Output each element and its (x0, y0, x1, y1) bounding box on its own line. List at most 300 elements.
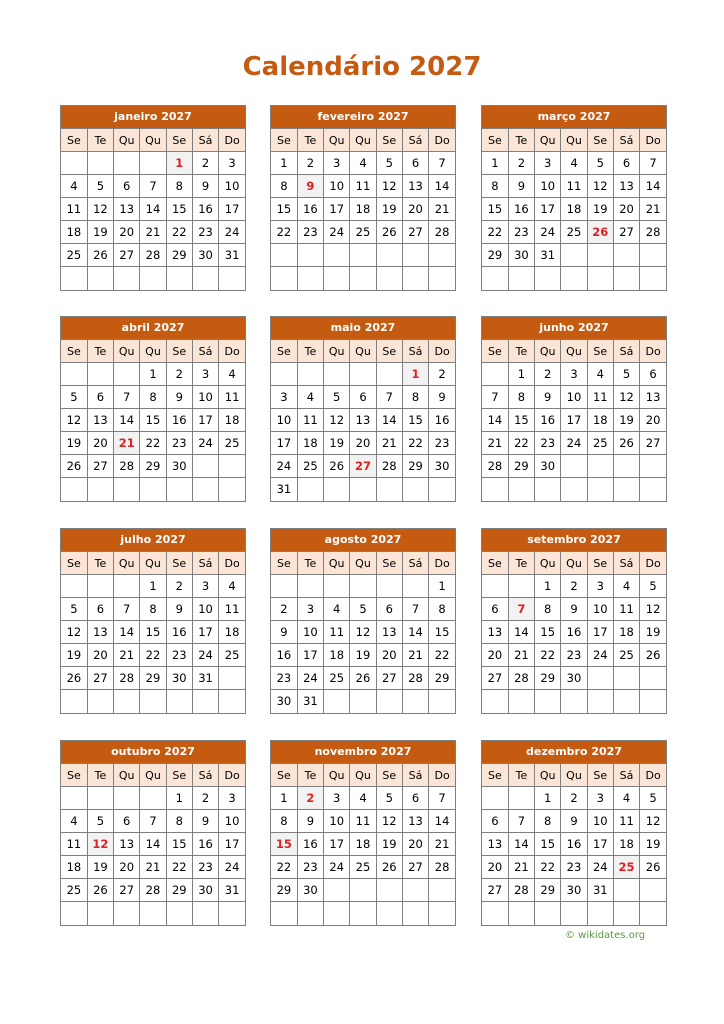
day-cell: 11 (297, 409, 323, 432)
weekday-label: Se (587, 552, 613, 575)
empty-cell (271, 267, 297, 290)
weekday-label: Sá (402, 340, 428, 363)
day-cell: 12 (61, 621, 87, 644)
day-cell: 2 (166, 575, 192, 598)
weekday-label: Qu (114, 340, 140, 363)
empty-cell (429, 879, 455, 902)
empty-cell (114, 575, 140, 598)
month-block (60, 528, 246, 714)
week-row (271, 267, 455, 290)
weekday-label: Do (429, 340, 455, 363)
day-cell: 3 (271, 386, 297, 409)
day-cell: 18 (219, 409, 245, 432)
day-cell: 24 (192, 644, 218, 667)
empty-cell (587, 455, 613, 478)
day-cell: 30 (508, 244, 534, 267)
day-cell: 5 (87, 810, 113, 833)
day-cell: 22 (140, 644, 166, 667)
day-cell: 6 (87, 598, 113, 621)
week-row (271, 409, 455, 432)
day-cell: 10 (587, 810, 613, 833)
day-cell: 18 (61, 856, 87, 879)
day-cell: 22 (140, 432, 166, 455)
day-cell: 10 (192, 386, 218, 409)
empty-cell (561, 267, 587, 290)
day-cell: 8 (271, 175, 297, 198)
day-cell: 12 (376, 810, 402, 833)
day-cell: 30 (561, 667, 587, 690)
weekday-label: Qu (324, 764, 350, 787)
day-cell: 10 (324, 175, 350, 198)
weekday-header-row (482, 764, 666, 787)
weekday-label: Do (219, 764, 245, 787)
empty-cell (587, 267, 613, 290)
empty-cell (219, 667, 245, 690)
day-cell: 4 (219, 363, 245, 386)
empty-cell (166, 478, 192, 501)
weekday-header-row (61, 340, 245, 363)
weekday-label: Sá (192, 764, 218, 787)
day-cell: 14 (114, 409, 140, 432)
day-cell: 11 (587, 386, 613, 409)
month-block (481, 528, 667, 714)
empty-cell (376, 478, 402, 501)
day-cell: 13 (402, 810, 428, 833)
day-cell: 26 (87, 244, 113, 267)
week-row (482, 198, 666, 221)
day-cell: 5 (61, 386, 87, 409)
empty-cell (87, 152, 113, 175)
month-title: março 2027 (482, 106, 666, 128)
day-cell: 30 (192, 879, 218, 902)
weekday-label: Se (271, 764, 297, 787)
day-cell: 9 (271, 621, 297, 644)
day-cell: 10 (192, 598, 218, 621)
weekday-label: Qu (324, 340, 350, 363)
day-cell: 21 (508, 856, 534, 879)
day-cell: 29 (482, 244, 508, 267)
day-cell: 13 (402, 175, 428, 198)
empty-cell (640, 879, 666, 902)
day-cell: 9 (192, 810, 218, 833)
day-cell: 25 (613, 644, 639, 667)
day-cell: 21 (140, 221, 166, 244)
empty-cell (613, 478, 639, 501)
empty-cell (402, 879, 428, 902)
day-cell: 14 (114, 621, 140, 644)
week-row (482, 432, 666, 455)
empty-cell (114, 152, 140, 175)
day-cell: 30 (271, 690, 297, 713)
day-cell: 13 (87, 409, 113, 432)
weekday-label: Do (429, 129, 455, 152)
week-row (482, 833, 666, 856)
day-cell: 22 (535, 644, 561, 667)
weekday-label: Te (508, 129, 534, 152)
day-cell: 28 (376, 455, 402, 478)
holiday-day-cell: 1 (402, 363, 428, 386)
week-row (482, 879, 666, 902)
day-cell: 17 (587, 621, 613, 644)
holiday-day-cell: 25 (613, 856, 639, 879)
empty-cell (297, 363, 323, 386)
weekday-label: Sá (402, 764, 428, 787)
day-cell: 23 (561, 856, 587, 879)
weekday-label: Do (640, 764, 666, 787)
week-row (61, 244, 245, 267)
day-cell: 7 (114, 386, 140, 409)
holiday-day-cell: 9 (297, 175, 323, 198)
empty-cell (324, 244, 350, 267)
day-cell: 2 (429, 363, 455, 386)
week-row (61, 856, 245, 879)
day-cell: 5 (613, 363, 639, 386)
day-cell: 26 (324, 455, 350, 478)
footer-credit[interactable]: © wikidates.org (565, 930, 646, 941)
day-cell: 31 (587, 879, 613, 902)
weekday-label: Te (297, 340, 323, 363)
week-row (61, 879, 245, 902)
day-cell: 4 (324, 598, 350, 621)
empty-cell (114, 787, 140, 810)
day-cell: 17 (324, 833, 350, 856)
weekday-label: Qu (324, 552, 350, 575)
empty-cell (219, 455, 245, 478)
month-block (60, 740, 246, 926)
empty-cell (613, 690, 639, 713)
day-cell: 15 (482, 198, 508, 221)
empty-cell (297, 244, 323, 267)
holiday-day-cell: 2 (297, 787, 323, 810)
empty-cell (640, 267, 666, 290)
empty-cell (271, 244, 297, 267)
day-cell: 24 (324, 856, 350, 879)
empty-cell (324, 478, 350, 501)
day-cell: 25 (587, 432, 613, 455)
day-cell: 21 (376, 432, 402, 455)
week-row (482, 386, 666, 409)
week-row (482, 221, 666, 244)
empty-cell (535, 478, 561, 501)
weekday-label: Se (587, 129, 613, 152)
empty-cell (508, 478, 534, 501)
day-cell: 2 (561, 575, 587, 598)
day-cell: 8 (482, 175, 508, 198)
empty-cell (640, 244, 666, 267)
week-row (271, 644, 455, 667)
day-cell: 3 (192, 363, 218, 386)
empty-cell (166, 690, 192, 713)
weekday-label: Do (640, 340, 666, 363)
weekday-label: Se (166, 340, 192, 363)
empty-cell (640, 667, 666, 690)
week-row (61, 455, 245, 478)
month-block (481, 316, 667, 502)
empty-cell (613, 902, 639, 925)
day-cell: 12 (640, 598, 666, 621)
day-cell: 22 (429, 644, 455, 667)
day-cell: 14 (140, 833, 166, 856)
day-cell: 14 (508, 621, 534, 644)
day-cell: 7 (114, 598, 140, 621)
month-table (482, 128, 666, 290)
day-cell: 3 (192, 575, 218, 598)
day-cell: 4 (613, 787, 639, 810)
day-cell: 1 (429, 575, 455, 598)
month-title: abril 2027 (61, 317, 245, 339)
weekday-header-row (271, 129, 455, 152)
weekday-label: Do (429, 552, 455, 575)
day-cell: 15 (140, 621, 166, 644)
day-cell: 16 (561, 621, 587, 644)
empty-cell (192, 267, 218, 290)
day-cell: 15 (535, 621, 561, 644)
weekday-label: Se (166, 552, 192, 575)
day-cell: 19 (350, 644, 376, 667)
day-cell: 19 (376, 833, 402, 856)
weekday-label: Se (61, 129, 87, 152)
day-cell: 6 (640, 363, 666, 386)
day-cell: 1 (140, 363, 166, 386)
weekday-label: Sá (192, 129, 218, 152)
day-cell: 12 (324, 409, 350, 432)
day-cell: 23 (429, 432, 455, 455)
empty-cell (219, 690, 245, 713)
empty-cell (297, 267, 323, 290)
day-cell: 24 (561, 432, 587, 455)
day-cell: 16 (297, 198, 323, 221)
empty-cell (376, 575, 402, 598)
day-cell: 17 (219, 198, 245, 221)
month-table (271, 339, 455, 501)
day-cell: 15 (271, 198, 297, 221)
empty-cell (61, 690, 87, 713)
week-row (271, 198, 455, 221)
empty-cell (87, 787, 113, 810)
day-cell: 4 (350, 152, 376, 175)
day-cell: 15 (166, 833, 192, 856)
day-cell: 28 (402, 667, 428, 690)
month-table (482, 763, 666, 925)
empty-cell (482, 787, 508, 810)
empty-cell (561, 902, 587, 925)
week-row (61, 386, 245, 409)
empty-cell (350, 690, 376, 713)
day-cell: 6 (376, 598, 402, 621)
day-cell: 20 (402, 833, 428, 856)
day-cell: 6 (613, 152, 639, 175)
weekday-label: Te (87, 129, 113, 152)
day-cell: 6 (87, 386, 113, 409)
empty-cell (114, 902, 140, 925)
empty-cell (61, 478, 87, 501)
day-cell: 25 (350, 856, 376, 879)
day-cell: 9 (166, 386, 192, 409)
day-cell: 7 (402, 598, 428, 621)
day-cell: 31 (271, 478, 297, 501)
day-cell: 28 (508, 667, 534, 690)
day-cell: 14 (482, 409, 508, 432)
day-cell: 5 (640, 575, 666, 598)
day-cell: 29 (140, 667, 166, 690)
day-cell: 13 (613, 175, 639, 198)
day-cell: 9 (429, 386, 455, 409)
day-cell: 17 (271, 432, 297, 455)
empty-cell (613, 455, 639, 478)
weekday-label: Do (640, 552, 666, 575)
weekday-label: Se (376, 340, 402, 363)
empty-cell (482, 690, 508, 713)
empty-cell (482, 902, 508, 925)
day-cell: 26 (613, 432, 639, 455)
day-cell: 25 (350, 221, 376, 244)
empty-cell (350, 363, 376, 386)
empty-cell (402, 478, 428, 501)
day-cell: 9 (561, 810, 587, 833)
day-cell: 2 (271, 598, 297, 621)
week-row (271, 175, 455, 198)
month-title: setembro 2027 (482, 529, 666, 551)
day-cell: 14 (140, 198, 166, 221)
day-cell: 31 (192, 667, 218, 690)
day-cell: 6 (114, 175, 140, 198)
weekday-header-row (271, 552, 455, 575)
day-cell: 13 (376, 621, 402, 644)
week-row (482, 787, 666, 810)
day-cell: 23 (192, 856, 218, 879)
day-cell: 10 (219, 175, 245, 198)
empty-cell (87, 902, 113, 925)
empty-cell (613, 667, 639, 690)
empty-cell (613, 879, 639, 902)
day-cell: 23 (297, 221, 323, 244)
day-cell: 18 (613, 621, 639, 644)
empty-cell (482, 478, 508, 501)
day-cell: 28 (114, 455, 140, 478)
empty-cell (535, 690, 561, 713)
weekday-label: Qu (561, 764, 587, 787)
empty-cell (114, 478, 140, 501)
month-table (61, 339, 245, 501)
day-cell: 27 (87, 455, 113, 478)
weekday-label: Qu (350, 340, 376, 363)
day-cell: 31 (219, 879, 245, 902)
weekday-label: Qu (350, 552, 376, 575)
weekday-label: Do (640, 129, 666, 152)
empty-cell (350, 902, 376, 925)
empty-cell (508, 690, 534, 713)
day-cell: 11 (61, 198, 87, 221)
weekday-label: Qu (140, 129, 166, 152)
day-cell: 7 (508, 810, 534, 833)
day-cell: 25 (61, 244, 87, 267)
day-cell: 26 (376, 856, 402, 879)
day-cell: 20 (114, 856, 140, 879)
weekday-label: Se (482, 129, 508, 152)
day-cell: 11 (561, 175, 587, 198)
holiday-day-cell: 26 (587, 221, 613, 244)
day-cell: 20 (482, 644, 508, 667)
day-cell: 16 (561, 833, 587, 856)
week-row (271, 386, 455, 409)
weekday-header-row (482, 552, 666, 575)
week-row (61, 478, 245, 501)
week-row (61, 598, 245, 621)
day-cell: 19 (376, 198, 402, 221)
day-cell: 17 (324, 198, 350, 221)
empty-cell (429, 690, 455, 713)
weekday-label: Do (429, 764, 455, 787)
empty-cell (219, 478, 245, 501)
week-row (61, 267, 245, 290)
day-cell: 12 (613, 386, 639, 409)
day-cell: 29 (508, 455, 534, 478)
empty-cell (192, 902, 218, 925)
day-cell: 9 (192, 175, 218, 198)
day-cell: 15 (429, 621, 455, 644)
holiday-day-cell: 27 (350, 455, 376, 478)
day-cell: 29 (271, 879, 297, 902)
weekday-label: Te (508, 552, 534, 575)
week-row (271, 879, 455, 902)
empty-cell (271, 363, 297, 386)
week-row (61, 221, 245, 244)
weekday-label: Se (587, 340, 613, 363)
day-cell: 10 (535, 175, 561, 198)
weekday-header-row (482, 129, 666, 152)
empty-cell (508, 902, 534, 925)
weekday-label: Se (166, 764, 192, 787)
week-row (271, 575, 455, 598)
day-cell: 31 (297, 690, 323, 713)
week-row (61, 833, 245, 856)
empty-cell (297, 478, 323, 501)
weekday-label: Sá (192, 552, 218, 575)
empty-cell (561, 244, 587, 267)
day-cell: 11 (350, 810, 376, 833)
empty-cell (271, 902, 297, 925)
day-cell: 3 (324, 787, 350, 810)
month-block (60, 316, 246, 502)
day-cell: 8 (535, 598, 561, 621)
empty-cell (376, 244, 402, 267)
empty-cell (140, 478, 166, 501)
day-cell: 14 (640, 175, 666, 198)
day-cell: 1 (271, 787, 297, 810)
day-cell: 26 (61, 455, 87, 478)
week-row (482, 810, 666, 833)
month-title: agosto 2027 (271, 529, 455, 551)
week-row (482, 409, 666, 432)
empty-cell (87, 363, 113, 386)
week-row (61, 198, 245, 221)
week-row (482, 856, 666, 879)
weekday-label: Te (297, 764, 323, 787)
day-cell: 3 (219, 787, 245, 810)
week-row (482, 575, 666, 598)
month-title: novembro 2027 (271, 741, 455, 763)
weekday-label: Qu (535, 340, 561, 363)
day-cell: 13 (482, 833, 508, 856)
day-cell: 7 (429, 787, 455, 810)
day-cell: 18 (324, 644, 350, 667)
day-cell: 19 (640, 621, 666, 644)
empty-cell (140, 690, 166, 713)
week-row (482, 690, 666, 713)
weekday-label: Sá (613, 552, 639, 575)
day-cell: 11 (324, 621, 350, 644)
empty-cell (350, 267, 376, 290)
